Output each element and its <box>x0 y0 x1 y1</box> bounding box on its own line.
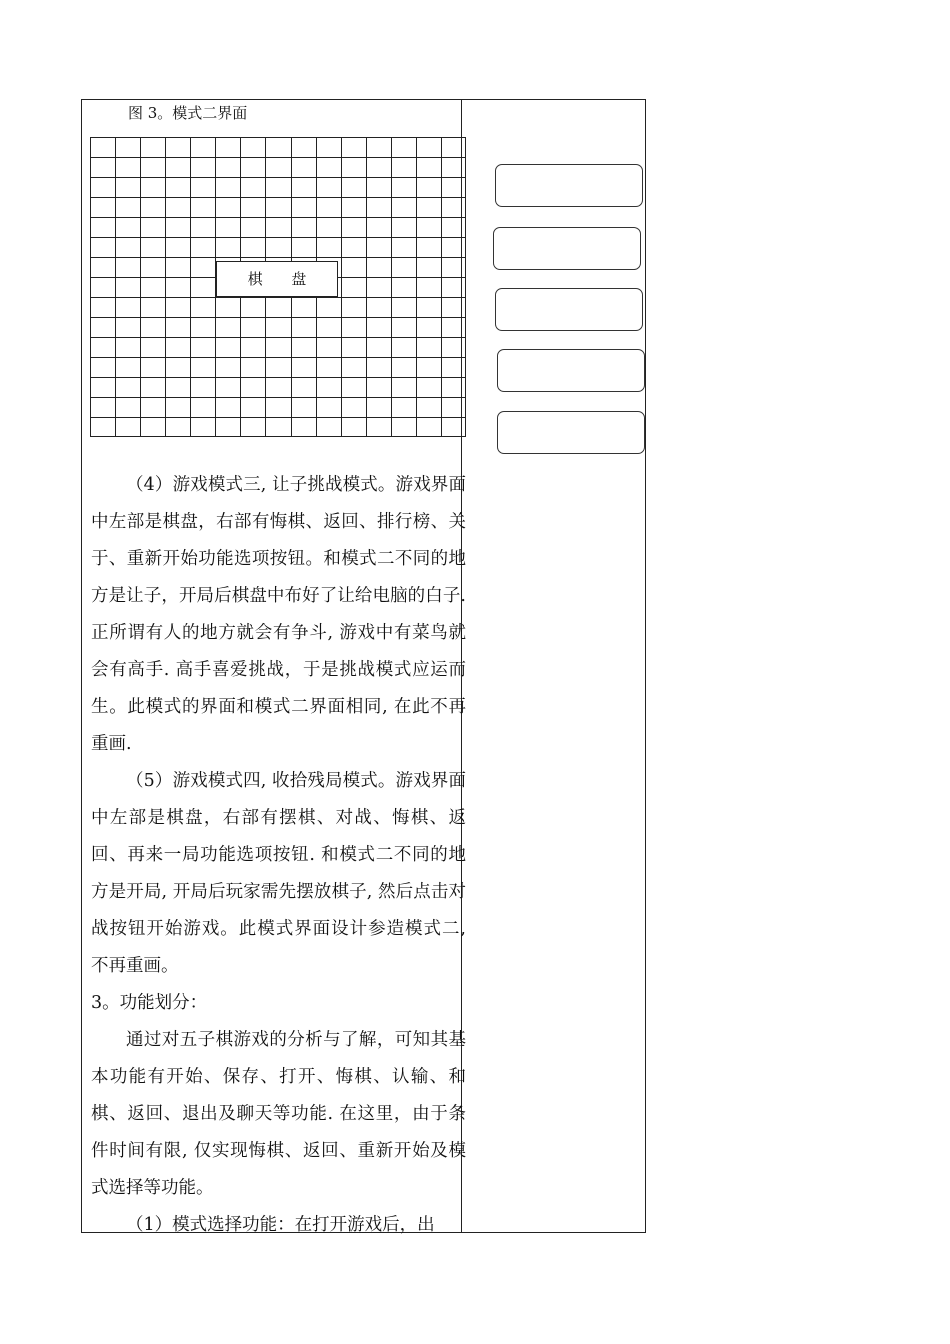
paragraph-mode-three: （4）游戏模式三, 让子挑战模式。游戏界面中左部是棋盘，右部有悔棋、返回、排行榜、关于、重新开始功能选项按钮。和模式二不同的地方是让子，开局后棋盘中布好了让给电脑的白子. 正所谓有人的地方就会有争斗, 游戏中有菜鸟就会有高手. 高手喜爱挑战，于是挑战模式应运而生。此模式的界面和模式二界面相同, 在此不再重画. <box>91 475 466 754</box>
option-button-2[interactable] <box>493 227 641 270</box>
paragraph-mode-four: （5）游戏模式四, 收拾残局模式。游戏界面中左部是棋盘，右部有摆棋、对战、悔棋、返回、再来一局功能选项按钮. 和模式二不同的地方是开局, 开局后玩家需先摆放棋子, 然后点击对战按钮开始游戏。此模式界面设计参造模式二, 不再重画。 <box>91 771 466 976</box>
option-button-1[interactable] <box>495 164 643 207</box>
figure-caption: 图 3。模式二界面 <box>128 104 248 122</box>
option-button-3[interactable] <box>495 288 643 331</box>
body-text <box>91 467 466 1244</box>
option-button-4[interactable] <box>497 349 645 392</box>
paragraph-function-overview: 通过对五子棋游戏的分析与了解，可知其基本功能有开始、保存、打开、悔棋、认输、和棋、返回、退出及聊天等功能. 在这里，由于条件时间有限, 仅实现悔棋、返回、重新开始及模式选择等功能。 <box>91 1030 466 1198</box>
section-heading-function-division: 3。功能划分： <box>91 993 208 1013</box>
option-button-5[interactable] <box>497 411 645 454</box>
board-label: 棋 盘 <box>216 261 338 297</box>
paragraph-mode-selection: （1）模式选择功能：在打开游戏后，出 <box>126 1215 435 1235</box>
